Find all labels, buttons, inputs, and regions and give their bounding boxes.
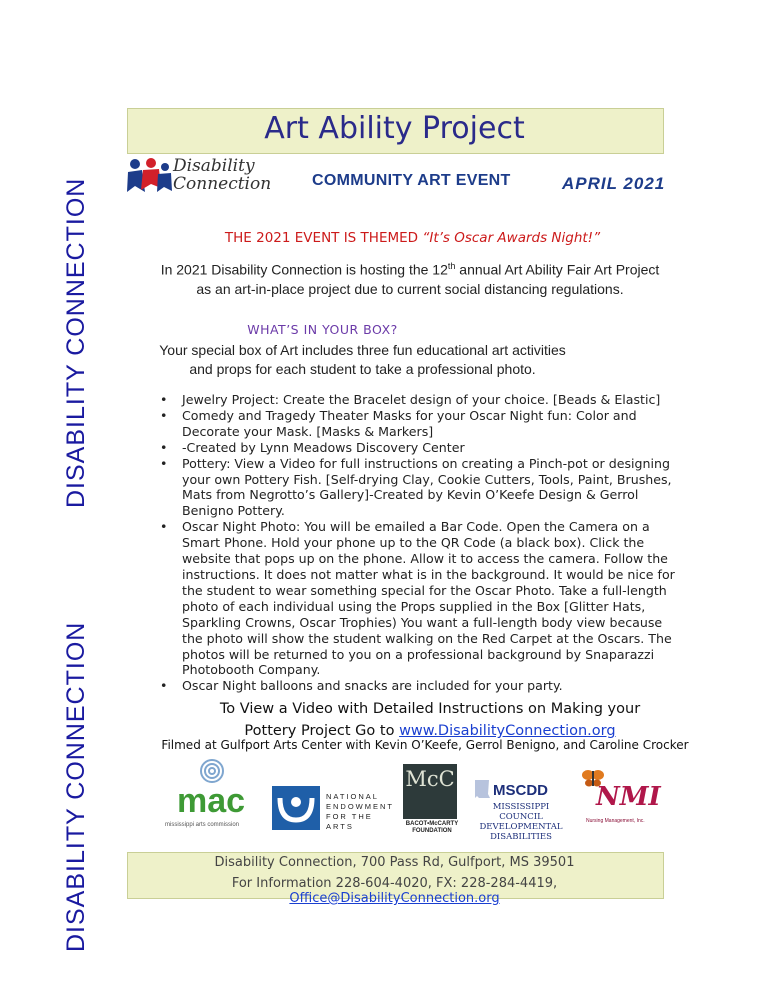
intro-paragraph xyxy=(130,257,690,299)
box-intro-line1: Your special box of Art includes three fun educational art activities xyxy=(159,342,566,358)
video-line2-prefix: Pottery Project Go to xyxy=(244,723,400,739)
mac-logo xyxy=(165,758,255,828)
nea-emblem-icon xyxy=(272,786,320,830)
activity-list xyxy=(160,392,680,694)
box-intro-line2: and props for each student to take a professional photo. xyxy=(189,361,536,377)
mac-subtitle: mississippi arts commission xyxy=(165,822,240,828)
side-vertical-text-bottom: DISABILITY CONNECTION xyxy=(62,621,90,952)
bacot-mccarty-logo xyxy=(400,764,465,836)
list-item: • Jewelry Project: Create the Bracelet design of your choice. [Beads & Elastic] xyxy=(160,392,680,408)
intro-part2: annual Art Ability Fair Art Project xyxy=(455,261,660,278)
bacot-mark: McC xyxy=(403,764,457,819)
nea-text: NATIONAL ENDOWMENT FOR THE ARTS xyxy=(326,792,394,831)
video-info xyxy=(180,698,680,742)
bacot-name: BACOT•McCARTY FOUNDATION xyxy=(405,821,459,834)
email-link[interactable]: Office@DisabilityConnection.org xyxy=(289,891,500,906)
mscdd-logo xyxy=(473,780,569,842)
website-link[interactable]: www.DisabilityConnection.org xyxy=(399,723,616,739)
nea-logo xyxy=(272,786,400,832)
event-label: COMMUNITY ART EVENT xyxy=(312,172,511,189)
list-item: • Comedy and Tragedy Theater Masks for your Oscar Night fun: Color and Decorate your Mask. [Masks & Markers] xyxy=(160,408,680,440)
list-item: • Pottery: View a Video for full instructions on creating a Pinch-pot or designing your own Pottery Fish. [Self-drying Clay, Cookie Cutters, Tools, Paint, Brushes, Mats from Negrotto’s Gallery]-Created by Kevin O’Keefe Design & Gerrol Benigno Pottery. xyxy=(160,456,680,520)
disability-connection-logo xyxy=(125,156,305,196)
intro-sup: th xyxy=(447,261,456,271)
filmed-credit: Filmed at Gulfport Arts Center with Kevin O’Keefe, Gerrol Benigno, and Caroline Crocker xyxy=(161,738,689,752)
page-title: Art Ability Project xyxy=(264,111,525,146)
list-item-note: -Created by Lynn Meadows Discovery Center xyxy=(182,439,465,455)
nmi-logo xyxy=(578,768,663,830)
mscdd-name: MISSISSIPPI COUNCIL DEVELOPMENTAL DISABILITIES xyxy=(479,802,563,842)
list-item-continuation xyxy=(160,440,680,456)
intro-line2: as an art-in-place project due to current social distancing regulations. xyxy=(196,280,624,297)
list-item: • Oscar Night balloons and snacks are included for your party. xyxy=(160,678,680,694)
list-item: • Oscar Night Photo: You will be emailed a Bar Code. Open the Camera on a Smart Phone. Hold your phone up to the QR Code (a black box). Click the website that pops up on the phone. Allow it to access the camera. Follow the instructions. It does not matter what is in the background. It would be nice for the student to wear something special for the Oscar Photo. Take a full-length photo of each individual using the Props supplied in the Box [Glitter Hats, Sparkling Crowns, Oscar Trophies) You want a full-length body view because the photo will show the student walking on the Red Carpet at the Oscars. The photos will be returned to you on a professional background by Snaparazzi Photobooth Company. xyxy=(160,519,680,678)
logo-text-line2: Connection xyxy=(173,174,272,194)
theme-quote: “It’s Oscar Awards Night!” xyxy=(422,230,601,246)
event-date: APRIL 2021 xyxy=(562,174,666,193)
nmi-subtitle: Nursing Management, Inc. xyxy=(586,818,645,824)
people-figures-icon xyxy=(125,158,175,194)
footer-contact xyxy=(127,876,662,906)
mac-swirl-icon xyxy=(199,758,225,784)
intro-part1: In 2021 Disability Connection is hosting the 12 xyxy=(160,261,448,278)
footer-address: Disability Connection, 700 Pass Rd, Gulfport, MS 39501 xyxy=(214,855,575,870)
box-heading: WHAT’S IN YOUR BOX? xyxy=(247,322,398,337)
nmi-mark: NMI xyxy=(596,782,661,812)
video-line1: To View a Video with Detailed Instructions on Making your xyxy=(219,701,641,717)
side-vertical-text-top: DISABILITY CONNECTION xyxy=(62,177,90,508)
mscdd-abbr: MSCDD xyxy=(493,782,548,799)
mac-word: mac xyxy=(177,782,246,820)
theme-prefix: THE 2021 EVENT IS THEMED xyxy=(224,230,419,246)
box-intro xyxy=(150,341,575,379)
footer-info: For Information 228-604-4020, FX: 228-284-4419, xyxy=(231,876,558,891)
logo-text-line1: Disability xyxy=(173,156,255,176)
mississippi-state-icon xyxy=(473,780,491,800)
theme-line xyxy=(150,230,675,246)
